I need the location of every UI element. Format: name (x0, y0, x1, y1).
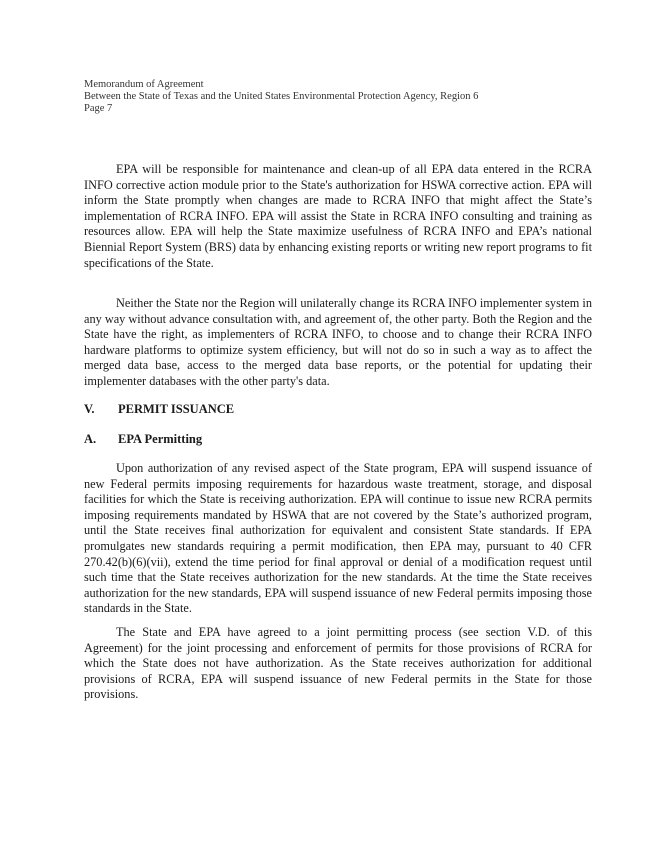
paragraph-text: EPA will be responsible for maintenance and clean-up of all EPA data entered in the RCRA INFO corrective action module prior to the State's authorization for HSWA corrective action. EPA will inform the State promptly when changes are made to RCRA INFO that might affect the State’s implementation of RCRA INFO. EPA will assist the State in RCRA INFO consulting and training as resources allow. EPA will help the State maximize usefulness of RCRA INFO and EPA’s national Biennial Report System (BRS) data by enhancing existing reports or writing new report programs to fit specifications of the State. (84, 162, 592, 270)
header-title: Memorandum of Agreement (84, 79, 204, 90)
paragraph-permit-suspension (84, 461, 592, 617)
header-page-number: Page 7 (84, 103, 113, 114)
subsection-number: A. (84, 432, 97, 446)
paragraph-system-changes (84, 296, 592, 390)
subsection-heading (84, 432, 202, 447)
paragraph-text: The State and EPA have agreed to a joint permitting process (see section V.D. of this Agreement) for the joint processing and enforcement of permits for those provisions of RCRA for which the State does not have authorization. As the State receives authorization for additional provisions of RCRA, EPA will suspend issuance of new Federal permits in the State for those provisions. (84, 625, 592, 702)
section-number: V. (84, 402, 95, 416)
paragraph-text: Neither the State nor the Region will unilaterally change its RCRA INFO implementer system in any way without advance consultation with, and agreement of, the other party. Both the Region and the State have the right, as implementers of RCRA INFO, to choose and to change their RCRA INFO hardware platforms to optimize system efficiency, but will not do so in such a way as to affect the merged data base, access to the merged data base reports, or the potential for updating their implementer databases with the other party's data. (84, 296, 592, 388)
section-title: PERMIT ISSUANCE (118, 402, 235, 416)
header-parties: Between the State of Texas and the United States Environmental Protection Agency, Region 6 (84, 91, 479, 102)
section-heading (84, 402, 234, 417)
subsection-title: EPA Permitting (118, 432, 203, 446)
paragraph-text: Upon authorization of any revised aspect of the State program, EPA will suspend issuance of new Federal permits imposing requirements for hazardous waste treatment, storage, and disposal facilities for which the State is receiving authorization. EPA will continue to issue new RCRA permits imposing requirements mandated by HSWA that are not covered by the State’s authorized program, until the State receives final authorization for equivalent and consistent State standards. If EPA promulgates new standards requiring a permit modification, then EPA may, pursuant to 40 CFR 270.42(b)(6)(vii), extend the time period for final approval or denial of a modification request until such time that the State receives authorization for the new standards. At the time the State receives authorization for the new standards, EPA will suspend issuance of new Federal permits imposing those standards in the State. (84, 461, 592, 616)
paragraph-epa-data-responsibility (84, 162, 592, 271)
page-header (84, 79, 584, 115)
paragraph-joint-permitting (84, 625, 592, 703)
